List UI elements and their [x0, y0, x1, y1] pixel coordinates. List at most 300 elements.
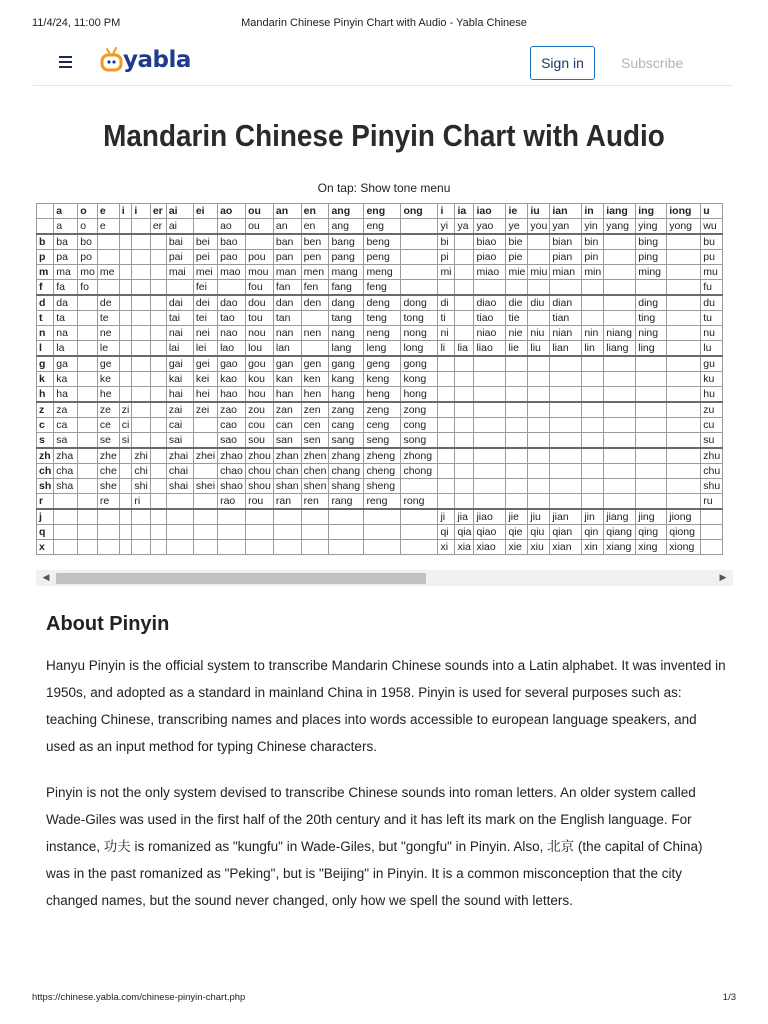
syllable-cell[interactable]: jiu: [528, 509, 550, 525]
syllable-cell[interactable]: zhi: [132, 448, 150, 464]
syllable-cell[interactable]: er: [150, 219, 166, 235]
syllable-cell[interactable]: tang: [329, 311, 364, 326]
syllable-cell[interactable]: li: [438, 341, 455, 357]
syllable-cell[interactable]: kang: [329, 372, 364, 387]
syllable-cell[interactable]: san: [273, 433, 301, 449]
syllable-cell[interactable]: can: [273, 418, 301, 433]
syllable-cell[interactable]: wu: [701, 219, 723, 235]
syllable-cell[interactable]: tong: [401, 311, 438, 326]
hamburger-menu-icon[interactable]: [57, 50, 77, 72]
syllable-cell[interactable]: fen: [301, 280, 329, 296]
syllable-cell[interactable]: si: [119, 433, 132, 449]
syllable-cell[interactable]: dong: [401, 295, 438, 311]
syllable-cell[interactable]: an: [273, 219, 301, 235]
syllable-cell[interactable]: you: [528, 219, 550, 235]
syllable-cell[interactable]: diu: [528, 295, 550, 311]
syllable-cell[interactable]: da: [54, 295, 78, 311]
syllable-cell[interactable]: lian: [550, 341, 582, 357]
syllable-cell[interactable]: qiang: [604, 525, 636, 540]
syllable-cell[interactable]: ang: [329, 219, 364, 235]
syllable-cell[interactable]: za: [54, 402, 78, 418]
syllable-cell[interactable]: bei: [193, 234, 217, 250]
syllable-cell[interactable]: sen: [301, 433, 329, 449]
syllable-cell[interactable]: mai: [166, 265, 193, 280]
syllable-cell[interactable]: nei: [193, 326, 217, 341]
syllable-cell[interactable]: gang: [329, 356, 364, 372]
syllable-cell[interactable]: niao: [474, 326, 506, 341]
syllable-cell[interactable]: jin: [582, 509, 604, 525]
syllable-cell[interactable]: den: [301, 295, 329, 311]
syllable-cell[interactable]: lie: [506, 341, 528, 357]
scrollbar-thumb[interactable]: [56, 573, 426, 584]
syllable-cell[interactable]: te: [97, 311, 119, 326]
syllable-cell[interactable]: cheng: [364, 464, 401, 479]
syllable-cell[interactable]: zhang: [329, 448, 364, 464]
syllable-cell[interactable]: sa: [54, 433, 78, 449]
syllable-cell[interactable]: du: [701, 295, 723, 311]
syllable-cell[interactable]: men: [301, 265, 329, 280]
syllable-cell[interactable]: cha: [54, 464, 78, 479]
syllable-cell[interactable]: yong: [667, 219, 701, 235]
syllable-cell[interactable]: zao: [218, 402, 246, 418]
syllable-cell[interactable]: yang: [604, 219, 636, 235]
syllable-cell[interactable]: qin: [582, 525, 604, 540]
syllable-cell[interactable]: piao: [474, 250, 506, 265]
syllable-cell[interactable]: en: [301, 219, 329, 235]
syllable-cell[interactable]: niu: [528, 326, 550, 341]
syllable-cell[interactable]: a: [54, 219, 78, 235]
syllable-cell[interactable]: teng: [364, 311, 401, 326]
syllable-cell[interactable]: lai: [166, 341, 193, 357]
syllable-cell[interactable]: yao: [474, 219, 506, 235]
syllable-cell[interactable]: ci: [119, 418, 132, 433]
syllable-cell[interactable]: ying: [636, 219, 667, 235]
syllable-cell[interactable]: xiao: [474, 540, 506, 555]
syllable-cell[interactable]: gong: [401, 356, 438, 372]
syllable-cell[interactable]: gou: [246, 356, 274, 372]
syllable-cell[interactable]: di: [438, 295, 455, 311]
syllable-cell[interactable]: qing: [636, 525, 667, 540]
syllable-cell[interactable]: qiu: [528, 525, 550, 540]
syllable-cell[interactable]: jian: [550, 509, 582, 525]
syllable-cell[interactable]: she: [97, 479, 119, 494]
syllable-cell[interactable]: liao: [474, 341, 506, 357]
syllable-cell[interactable]: yin: [582, 219, 604, 235]
syllable-cell[interactable]: ban: [273, 234, 301, 250]
syllable-cell[interactable]: fei: [193, 280, 217, 296]
syllable-cell[interactable]: dai: [166, 295, 193, 311]
syllable-cell[interactable]: pa: [54, 250, 78, 265]
syllable-cell[interactable]: tao: [218, 311, 246, 326]
syllable-cell[interactable]: bao: [218, 234, 246, 250]
syllable-cell[interactable]: bai: [166, 234, 193, 250]
syllable-cell[interactable]: mei: [193, 265, 217, 280]
syllable-cell[interactable]: la: [54, 341, 78, 357]
syllable-cell[interactable]: chou: [246, 464, 274, 479]
syllable-cell[interactable]: peng: [364, 250, 401, 265]
syllable-cell[interactable]: fu: [701, 280, 723, 296]
syllable-cell[interactable]: zong: [401, 402, 438, 418]
syllable-cell[interactable]: nan: [273, 326, 301, 341]
subscribe-link[interactable]: Subscribe: [621, 55, 684, 71]
syllable-cell[interactable]: ming: [636, 265, 667, 280]
syllable-cell[interactable]: zen: [301, 402, 329, 418]
syllable-cell[interactable]: che: [97, 464, 119, 479]
syllable-cell[interactable]: cen: [301, 418, 329, 433]
syllable-cell[interactable]: shei: [193, 479, 217, 494]
syllable-cell[interactable]: xing: [636, 540, 667, 555]
syllable-cell[interactable]: me: [97, 265, 119, 280]
syllable-cell[interactable]: zha: [54, 448, 78, 464]
syllable-cell[interactable]: su: [701, 433, 723, 449]
syllable-cell[interactable]: ge: [97, 356, 119, 372]
syllable-cell[interactable]: kai: [166, 372, 193, 387]
syllable-cell[interactable]: bian: [550, 234, 582, 250]
scroll-right-arrow-icon[interactable]: ▶: [719, 572, 727, 582]
syllable-cell[interactable]: ru: [701, 494, 723, 510]
syllable-cell[interactable]: zhen: [301, 448, 329, 464]
syllable-cell[interactable]: xia: [455, 540, 474, 555]
syllable-cell[interactable]: xiu: [528, 540, 550, 555]
syllable-cell[interactable]: zhai: [166, 448, 193, 464]
syllable-cell[interactable]: nian: [550, 326, 582, 341]
syllable-cell[interactable]: le: [97, 341, 119, 357]
syllable-cell[interactable]: ga: [54, 356, 78, 372]
syllable-cell[interactable]: pao: [218, 250, 246, 265]
syllable-cell[interactable]: zan: [273, 402, 301, 418]
syllable-cell[interactable]: nen: [301, 326, 329, 341]
syllable-cell[interactable]: xian: [550, 540, 582, 555]
syllable-cell[interactable]: ni: [438, 326, 455, 341]
syllable-cell[interactable]: lu: [701, 341, 723, 357]
syllable-cell[interactable]: gen: [301, 356, 329, 372]
syllable-cell[interactable]: pou: [246, 250, 274, 265]
syllable-cell[interactable]: shu: [701, 479, 723, 494]
syllable-cell[interactable]: lan: [273, 341, 301, 357]
syllable-cell[interactable]: zei: [193, 402, 217, 418]
syllable-cell[interactable]: rou: [246, 494, 274, 510]
syllable-cell[interactable]: beng: [364, 234, 401, 250]
syllable-cell[interactable]: gan: [273, 356, 301, 372]
syllable-cell[interactable]: eng: [364, 219, 401, 235]
syllable-cell[interactable]: qi: [438, 525, 455, 540]
syllable-cell[interactable]: bie: [506, 234, 528, 250]
syllable-cell[interactable]: hai: [166, 387, 193, 403]
syllable-cell[interactable]: xie: [506, 540, 528, 555]
syllable-cell[interactable]: jiao: [474, 509, 506, 525]
syllable-cell[interactable]: mang: [329, 265, 364, 280]
syllable-cell[interactable]: mie: [506, 265, 528, 280]
syllable-cell[interactable]: gei: [193, 356, 217, 372]
syllable-cell[interactable]: leng: [364, 341, 401, 357]
syllable-cell[interactable]: shou: [246, 479, 274, 494]
syllable-cell[interactable]: hei: [193, 387, 217, 403]
syllable-cell[interactable]: fa: [54, 280, 78, 296]
pinyin-chart-scroll-area[interactable]: [36, 203, 733, 569]
syllable-cell[interactable]: tiao: [474, 311, 506, 326]
syllable-cell[interactable]: nou: [246, 326, 274, 341]
syllable-cell[interactable]: zi: [119, 402, 132, 418]
syllable-cell[interactable]: chai: [166, 464, 193, 479]
syllable-cell[interactable]: gao: [218, 356, 246, 372]
syllable-cell[interactable]: fou: [246, 280, 274, 296]
syllable-cell[interactable]: kao: [218, 372, 246, 387]
syllable-cell[interactable]: rao: [218, 494, 246, 510]
syllable-cell[interactable]: rong: [401, 494, 438, 510]
syllable-cell[interactable]: shan: [273, 479, 301, 494]
syllable-cell[interactable]: zou: [246, 402, 274, 418]
syllable-cell[interactable]: ye: [506, 219, 528, 235]
syllable-cell[interactable]: tu: [701, 311, 723, 326]
syllable-cell[interactable]: zhou: [246, 448, 274, 464]
syllable-cell[interactable]: se: [97, 433, 119, 449]
syllable-cell[interactable]: xin: [582, 540, 604, 555]
syllable-cell[interactable]: feng: [364, 280, 401, 296]
syllable-cell[interactable]: pie: [506, 250, 528, 265]
syllable-cell[interactable]: lia: [455, 341, 474, 357]
syllable-cell[interactable]: bing: [636, 234, 667, 250]
sign-in-button[interactable]: Sign in: [530, 46, 595, 80]
syllable-cell[interactable]: qie: [506, 525, 528, 540]
syllable-cell[interactable]: ben: [301, 234, 329, 250]
syllable-cell[interactable]: rang: [329, 494, 364, 510]
syllable-cell[interactable]: ling: [636, 341, 667, 357]
syllable-cell[interactable]: pan: [273, 250, 301, 265]
syllable-cell[interactable]: liu: [528, 341, 550, 357]
syllable-cell[interactable]: fo: [78, 280, 98, 296]
syllable-cell[interactable]: xiong: [667, 540, 701, 555]
syllable-cell[interactable]: zhei: [193, 448, 217, 464]
syllable-cell[interactable]: zhu: [701, 448, 723, 464]
syllable-cell[interactable]: kei: [193, 372, 217, 387]
syllable-cell[interactable]: pu: [701, 250, 723, 265]
syllable-cell[interactable]: ya: [455, 219, 474, 235]
syllable-cell[interactable]: kou: [246, 372, 274, 387]
syllable-cell[interactable]: ken: [301, 372, 329, 387]
syllable-cell[interactable]: po: [78, 250, 98, 265]
syllable-cell[interactable]: ta: [54, 311, 78, 326]
syllable-cell[interactable]: man: [273, 265, 301, 280]
syllable-cell[interactable]: chi: [132, 464, 150, 479]
syllable-cell[interactable]: jiang: [604, 509, 636, 525]
syllable-cell[interactable]: zheng: [364, 448, 401, 464]
syllable-cell[interactable]: ceng: [364, 418, 401, 433]
syllable-cell[interactable]: mian: [550, 265, 582, 280]
syllable-cell[interactable]: ran: [273, 494, 301, 510]
syllable-cell[interactable]: chang: [329, 464, 364, 479]
syllable-cell[interactable]: ji: [438, 509, 455, 525]
syllable-cell[interactable]: kong: [401, 372, 438, 387]
syllable-cell[interactable]: tai: [166, 311, 193, 326]
horizontal-scrollbar[interactable]: [36, 570, 733, 586]
syllable-cell[interactable]: cao: [218, 418, 246, 433]
syllable-cell[interactable]: neng: [364, 326, 401, 341]
syllable-cell[interactable]: qia: [455, 525, 474, 540]
syllable-cell[interactable]: sha: [54, 479, 78, 494]
syllable-cell[interactable]: qian: [550, 525, 582, 540]
syllable-cell[interactable]: pi: [438, 250, 455, 265]
syllable-cell[interactable]: diao: [474, 295, 506, 311]
syllable-cell[interactable]: nu: [701, 326, 723, 341]
syllable-cell[interactable]: gai: [166, 356, 193, 372]
scroll-left-arrow-icon[interactable]: ◀: [42, 572, 50, 582]
syllable-cell[interactable]: bo: [78, 234, 98, 250]
syllable-cell[interactable]: mao: [218, 265, 246, 280]
syllable-cell[interactable]: e: [97, 219, 119, 235]
syllable-cell[interactable]: zai: [166, 402, 193, 418]
syllable-cell[interactable]: tei: [193, 311, 217, 326]
syllable-cell[interactable]: liang: [604, 341, 636, 357]
syllable-cell[interactable]: cou: [246, 418, 274, 433]
syllable-cell[interactable]: nang: [329, 326, 364, 341]
syllable-cell[interactable]: lei: [193, 341, 217, 357]
syllable-cell[interactable]: nai: [166, 326, 193, 341]
syllable-cell[interactable]: dian: [550, 295, 582, 311]
syllable-cell[interactable]: hong: [401, 387, 438, 403]
syllable-cell[interactable]: geng: [364, 356, 401, 372]
syllable-cell[interactable]: ou: [246, 219, 274, 235]
syllable-cell[interactable]: shen: [301, 479, 329, 494]
syllable-cell[interactable]: ze: [97, 402, 119, 418]
syllable-cell[interactable]: sai: [166, 433, 193, 449]
syllable-cell[interactable]: ba: [54, 234, 78, 250]
syllable-cell[interactable]: cang: [329, 418, 364, 433]
syllable-cell[interactable]: jia: [455, 509, 474, 525]
syllable-cell[interactable]: sheng: [364, 479, 401, 494]
syllable-cell[interactable]: dou: [246, 295, 274, 311]
syllable-cell[interactable]: bin: [582, 234, 604, 250]
syllable-cell[interactable]: ding: [636, 295, 667, 311]
syllable-cell[interactable]: zhong: [401, 448, 438, 464]
syllable-cell[interactable]: ce: [97, 418, 119, 433]
syllable-cell[interactable]: pian: [550, 250, 582, 265]
syllable-cell[interactable]: ke: [97, 372, 119, 387]
syllable-cell[interactable]: gu: [701, 356, 723, 372]
syllable-cell[interactable]: han: [273, 387, 301, 403]
syllable-cell[interactable]: deng: [364, 295, 401, 311]
syllable-cell[interactable]: hang: [329, 387, 364, 403]
syllable-cell[interactable]: dang: [329, 295, 364, 311]
syllable-cell[interactable]: he: [97, 387, 119, 403]
syllable-cell[interactable]: kan: [273, 372, 301, 387]
syllable-cell[interactable]: nie: [506, 326, 528, 341]
syllable-cell[interactable]: lao: [218, 341, 246, 357]
syllable-cell[interactable]: die: [506, 295, 528, 311]
syllable-cell[interactable]: yan: [550, 219, 582, 235]
syllable-cell[interactable]: keng: [364, 372, 401, 387]
syllable-cell[interactable]: jie: [506, 509, 528, 525]
syllable-cell[interactable]: tan: [273, 311, 301, 326]
syllable-cell[interactable]: dei: [193, 295, 217, 311]
syllable-cell[interactable]: tian: [550, 311, 582, 326]
syllable-cell[interactable]: na: [54, 326, 78, 341]
syllable-cell[interactable]: min: [582, 265, 604, 280]
syllable-cell[interactable]: seng: [364, 433, 401, 449]
syllable-cell[interactable]: mo: [78, 265, 98, 280]
syllable-cell[interactable]: ren: [301, 494, 329, 510]
syllable-cell[interactable]: bi: [438, 234, 455, 250]
syllable-cell[interactable]: ma: [54, 265, 78, 280]
syllable-cell[interactable]: pen: [301, 250, 329, 265]
syllable-cell[interactable]: miu: [528, 265, 550, 280]
syllable-cell[interactable]: shi: [132, 479, 150, 494]
syllable-cell[interactable]: ti: [438, 311, 455, 326]
syllable-cell[interactable]: heng: [364, 387, 401, 403]
syllable-cell[interactable]: ku: [701, 372, 723, 387]
syllable-cell[interactable]: fan: [273, 280, 301, 296]
syllable-cell[interactable]: niang: [604, 326, 636, 341]
syllable-cell[interactable]: sang: [329, 433, 364, 449]
syllable-cell[interactable]: re: [97, 494, 119, 510]
syllable-cell[interactable]: zhe: [97, 448, 119, 464]
syllable-cell[interactable]: ri: [132, 494, 150, 510]
syllable-cell[interactable]: song: [401, 433, 438, 449]
syllable-cell[interactable]: shang: [329, 479, 364, 494]
syllable-cell[interactable]: xiang: [604, 540, 636, 555]
syllable-cell[interactable]: cong: [401, 418, 438, 433]
syllable-cell[interactable]: long: [401, 341, 438, 357]
syllable-cell[interactable]: ne: [97, 326, 119, 341]
syllable-cell[interactable]: zang: [329, 402, 364, 418]
syllable-cell[interactable]: bu: [701, 234, 723, 250]
syllable-cell[interactable]: dao: [218, 295, 246, 311]
syllable-cell[interactable]: meng: [364, 265, 401, 280]
syllable-cell[interactable]: hu: [701, 387, 723, 403]
syllable-cell[interactable]: nin: [582, 326, 604, 341]
syllable-cell[interactable]: ka: [54, 372, 78, 387]
syllable-cell[interactable]: nao: [218, 326, 246, 341]
syllable-cell[interactable]: pang: [329, 250, 364, 265]
syllable-cell[interactable]: ao: [218, 219, 246, 235]
syllable-cell[interactable]: dan: [273, 295, 301, 311]
syllable-cell[interactable]: sao: [218, 433, 246, 449]
syllable-cell[interactable]: zeng: [364, 402, 401, 418]
syllable-cell[interactable]: bang: [329, 234, 364, 250]
syllable-cell[interactable]: hen: [301, 387, 329, 403]
syllable-cell[interactable]: miao: [474, 265, 506, 280]
syllable-cell[interactable]: ping: [636, 250, 667, 265]
syllable-cell[interactable]: zu: [701, 402, 723, 418]
syllable-cell[interactable]: ting: [636, 311, 667, 326]
syllable-cell[interactable]: hao: [218, 387, 246, 403]
syllable-cell[interactable]: qiao: [474, 525, 506, 540]
syllable-cell[interactable]: chong: [401, 464, 438, 479]
syllable-cell[interactable]: fang: [329, 280, 364, 296]
syllable-cell[interactable]: lang: [329, 341, 364, 357]
syllable-cell[interactable]: chao: [218, 464, 246, 479]
syllable-cell[interactable]: nong: [401, 326, 438, 341]
syllable-cell[interactable]: cu: [701, 418, 723, 433]
syllable-cell[interactable]: tou: [246, 311, 274, 326]
syllable-cell[interactable]: pai: [166, 250, 193, 265]
syllable-cell[interactable]: ning: [636, 326, 667, 341]
syllable-cell[interactable]: mu: [701, 265, 723, 280]
syllable-cell[interactable]: shai: [166, 479, 193, 494]
syllable-cell[interactable]: shao: [218, 479, 246, 494]
syllable-cell[interactable]: hou: [246, 387, 274, 403]
syllable-cell[interactable]: zhan: [273, 448, 301, 464]
syllable-cell[interactable]: mi: [438, 265, 455, 280]
syllable-cell[interactable]: biao: [474, 234, 506, 250]
syllable-cell[interactable]: qiong: [667, 525, 701, 540]
syllable-cell[interactable]: cai: [166, 418, 193, 433]
syllable-cell[interactable]: mou: [246, 265, 274, 280]
syllable-cell[interactable]: chu: [701, 464, 723, 479]
syllable-cell[interactable]: xi: [438, 540, 455, 555]
syllable-cell[interactable]: reng: [364, 494, 401, 510]
syllable-cell[interactable]: ai: [166, 219, 193, 235]
syllable-cell[interactable]: jing: [636, 509, 667, 525]
